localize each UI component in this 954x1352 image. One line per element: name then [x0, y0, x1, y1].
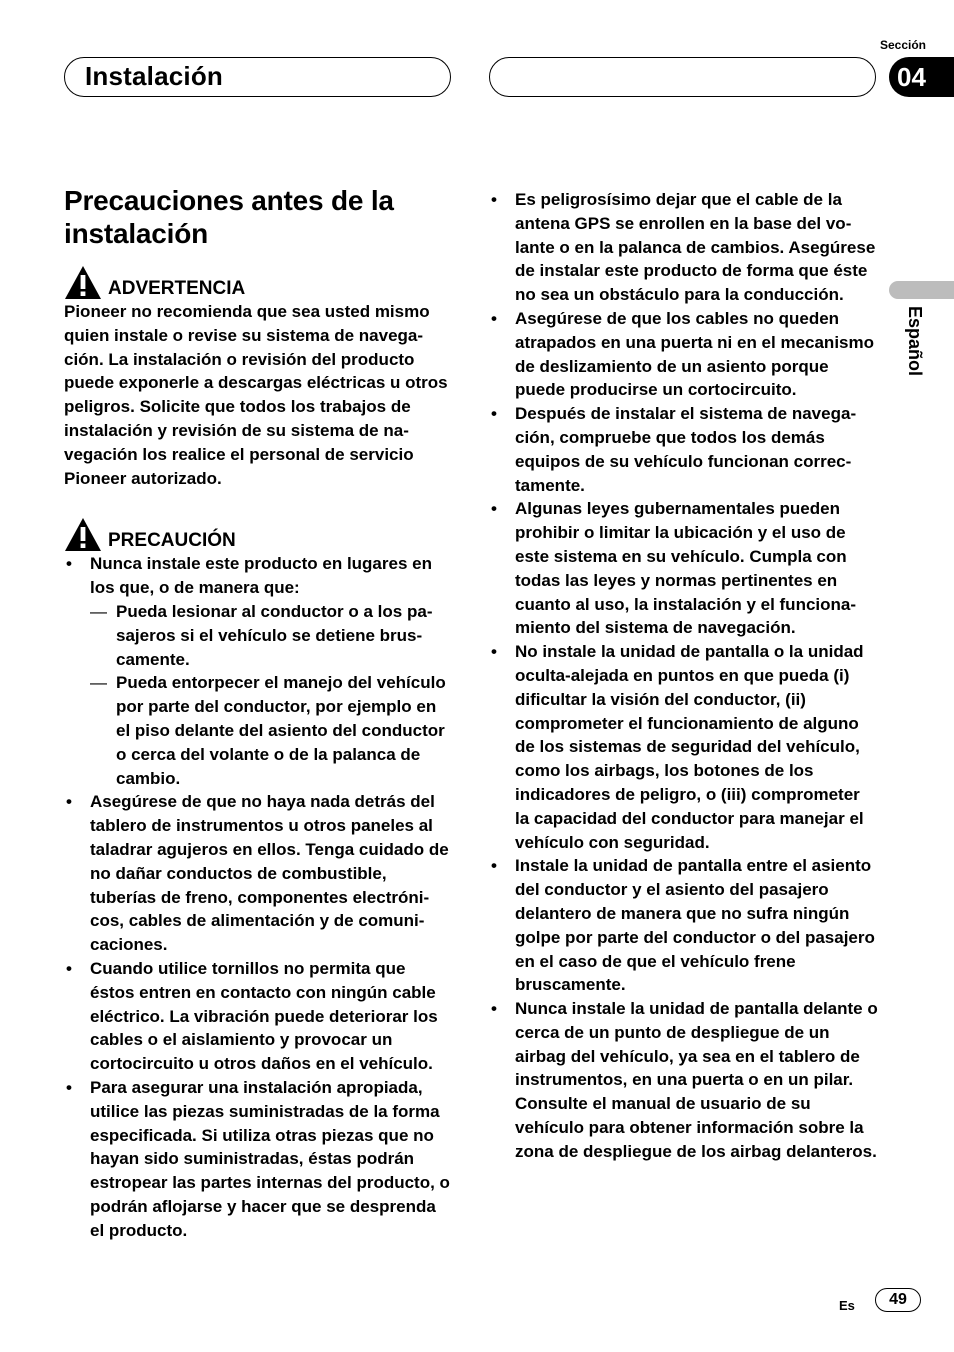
- right-column: [489, 188, 878, 1164]
- right-list: [489, 188, 878, 1164]
- section-label: Sección: [879, 38, 927, 52]
- list-item: • Asegúrese de que no haya nada detrás del tablero de instrumentos u otros paneles al taladrar agujeros en ellos. Tenga cuidado de no dañar conductos de combustible, tuberías de freno, componentes electrónicos, cables de alimentación y de comunicaciones.: [64, 790, 454, 957]
- caution-triangle-icon: [64, 517, 102, 552]
- header-title-box: [64, 57, 451, 97]
- sub-list-item: — Pueda lesionar al conductor o a los pasajeros si el vehículo se detiene bruscamente.: [90, 600, 454, 671]
- list-item: • Algunas leyes gubernamentales pueden prohibir o limitar la ubicación y el uso de este sistema en su vehículo. Cumpla con todas las leyes y normas pertinentes en cuanto al uso, la instalación y el funcionamiento del sistema de navegación.: [489, 497, 878, 640]
- warning-header: [64, 264, 454, 300]
- section-number-tab: 04: [889, 57, 954, 97]
- list-item: • Para asegurar una instalación apropiada, utilice las piezas suministradas de la forma especificada. Si utiliza otras piezas que no hayan sido suministradas, éstas podrán estropear las partes internas del producto, o podrán aflojarse y hacer que se desprenda el producto.: [64, 1076, 454, 1243]
- list-item: • No instale la unidad de pantalla o la unidad oculta-alejada en puntos en que pueda (i) dificultar la visión del conductor, (ii) comprometer el funcionamiento de alguno de los sistemas de seguridad del vehículo, como los airbags, los botones de los indicadores de peligro, o (iii) comprometer la capacidad del conductor para manejar el vehículo con seguridad.: [489, 640, 878, 854]
- header-blank-box: [489, 57, 876, 97]
- page-number: 49: [875, 1288, 921, 1312]
- footer-language-code: Es: [839, 1298, 855, 1313]
- warning-text: Pioneer no recomienda que sea usted mismo quien instale o revise su sistema de navegación. La instalación o revisión del producto puede exponerle a descargas eléctricas u otros peligros. Solicite que todos los trabajos de instalación y revisión de su sistema de navegación los realice el personal de servicio Pioneer autorizado.: [64, 302, 448, 488]
- warning-label: ADVERTENCIA: [108, 278, 246, 299]
- language-label: Español: [905, 306, 925, 377]
- list-item: • Nunca instale la unidad de pantalla delante o cerca de un punto de despliegue de un airbag del vehículo, ya sea en el tablero de instrumentos, en una puerta o en un pilar. Consulte el manual de usuario de su vehículo para obtener información sobre la zona de despliegue de los airbag delanteros.: [489, 997, 878, 1164]
- caution-label: PRECAUCIÓN: [108, 530, 236, 552]
- header-title: Instalación: [85, 61, 224, 91]
- list-item-text: Nunca instale este producto en lugares en los que, o de manera que:: [90, 554, 432, 598]
- sub-list-item: — Pueda entorpecer el manejo del vehículo por parte del conductor, por ejemplo en el piso delante del asiento del conductor o cerca del volante o de la palanca de cambio.: [90, 671, 454, 790]
- left-column: [64, 184, 454, 1242]
- caution-list: [64, 552, 454, 1242]
- list-item: • Asegúrese de que los cables no queden atrapados en una puerta ni en el mecanismo de deslizamiento de un asiento porque puede producirse un cortocircuito.: [489, 307, 878, 402]
- page-heading: Precauciones antes de la instalación: [64, 185, 394, 249]
- list-item: • Instale la unidad de pantalla entre el asiento del conductor y el asiento del pasajero delantero de manera que no sufra ningún golpe por parte del conductor o del pasajero en el caso de que el vehículo frene bruscamente.: [489, 854, 878, 997]
- list-item: [64, 552, 454, 790]
- warning-triangle-icon: [64, 265, 102, 300]
- sub-list: [90, 600, 454, 790]
- caution-header: [64, 516, 454, 552]
- language-tab-marker: [889, 281, 954, 299]
- list-item: • Después de instalar el sistema de navegación, compruebe que todos los demás equipos de su vehículo funcionan correctamente.: [489, 402, 878, 497]
- list-item: • Es peligrosísimo dejar que el cable de la antena GPS se enrollen en la base del volante o en la palanca de cambios. Asegúrese de instalar este producto de forma que éste no sea un obstáculo para la conducción.: [489, 188, 878, 307]
- list-item: • Cuando utilice tornillos no permita que éstos entren en contacto con ningún cable eléctrico. La vibración puede deteriorar los cables o el aislamiento y provocar un cortocircuito u otros daños en el vehículo.: [64, 957, 454, 1076]
